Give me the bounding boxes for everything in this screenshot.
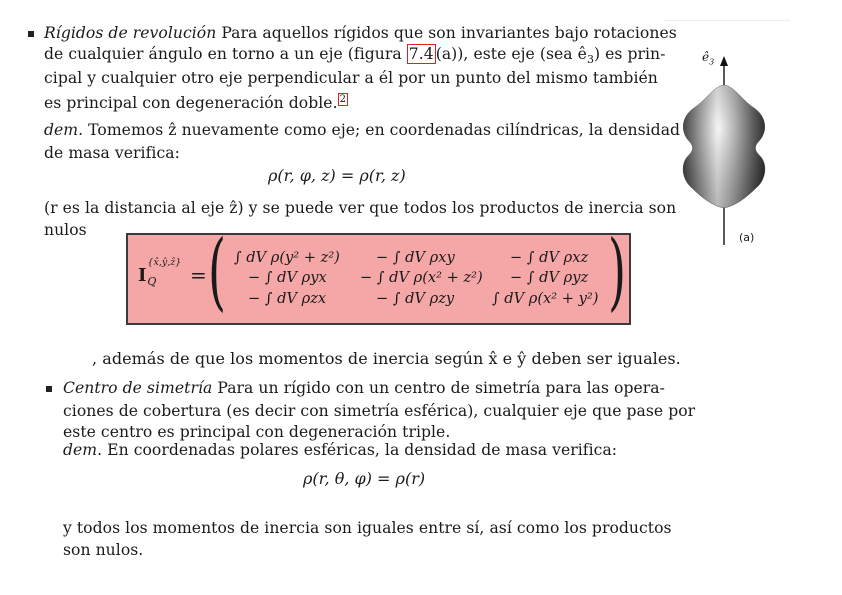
inertia-matrix-box: [126, 222, 631, 325]
item2-line3: este centro es principal con degeneración triple.: [63, 423, 451, 441]
item1-line3: cipal y cualquier otro eje perpendicular a él por un punto del mismo también: [44, 69, 658, 87]
item1-line4: es principal con degeneración doble. $^2$: [44, 94, 347, 113]
cylindrical-density-equation: ρ(r, φ, z) = ρ(r, z): [268, 166, 406, 185]
matrix-cell-zx: − ∫ dV ρzx: [248, 290, 327, 307]
matrix-left-paren: (: [208, 222, 227, 320]
dem1-line4: nulos: [44, 221, 87, 239]
item2-line1: Centro de simetría Para un rígido con un centro de simetría para las opera-: [63, 379, 665, 397]
after-matrix-text: , además de que los momentos de inercia según x̂ e ŷ deben ser iguales.: [92, 349, 681, 368]
item2-heading: Centro de simetría: [63, 379, 213, 397]
matrix-lhs: I {x̂,ŷ,ẑ} Q: [138, 257, 182, 288]
spherical-density-equation: ρ(r, θ, φ) = ρ(r): [303, 469, 426, 488]
axis-label: $ê_3$: [702, 50, 715, 67]
solid-shading: [683, 85, 765, 208]
matrix-cell-xy: − ∫ dV ρxy: [376, 249, 455, 266]
matrix-cell-zy: − ∫ dV ρzy: [376, 290, 455, 307]
dem2-line1: dem. En coordenadas polares esféricas, la densidad de masa verifica:: [63, 441, 618, 459]
item2-line2: ciones de cobertura (es decir con simetría esférica), cualquier eje que pase por: [63, 402, 696, 420]
matrix-right-paren: ): [608, 222, 627, 320]
matrix-cell-zz: ∫ dV ρ(x² + y²): [492, 290, 599, 307]
dem1-line1: dem. Tomemos ẑ nuevamente como eje; en coordenadas cilíndricas, la densidad: [44, 121, 681, 139]
bullet-marker: [28, 31, 34, 37]
dem2-line3: son nulos.: [63, 541, 144, 559]
matrix-cell-xx: ∫ dV ρ(y² + z²): [234, 249, 340, 266]
dem1-label: dem.: [44, 121, 84, 139]
matrix-equals: =: [190, 263, 207, 287]
axis-arrowhead: [720, 56, 728, 66]
item1-line2: de cualquier ángulo en torno a un eje (figura 7.4 (a)), este eje (sea $ê_3$) es prin-: [44, 45, 666, 67]
matrix-cell-yz: − ∫ dV ρyz: [510, 269, 589, 286]
dem2-label: dem.: [63, 441, 103, 459]
matrix-cell-yy: − ∫ dV ρ(x² + z²): [360, 269, 483, 286]
item1-heading: Rígidos de revolución: [44, 24, 217, 42]
dem2-line2: y todos los momentos de inercia son iguales entre sí, así como los productos: [63, 519, 672, 537]
figure-ref-link[interactable]: 7.4: [408, 45, 434, 63]
footnote-link[interactable]: 2: [339, 94, 347, 105]
item1-line1: Rígidos de revolución Para aquellos rígidos que son invariantes bajo rotaciones: [44, 24, 677, 42]
solid-of-revolution-illustration: [662, 20, 792, 250]
matrix-cell-xz: − ∫ dV ρxz: [510, 249, 589, 266]
figure-panel: [662, 20, 792, 250]
panel-label: (a): [739, 231, 755, 244]
bullet-marker: [46, 386, 52, 392]
dem1-line3: (r es la distancia al eje ẑ) y se puede ver que todos los productos de inercia son: [44, 199, 677, 217]
matrix-cell-yx: − ∫ dV ρyx: [248, 269, 327, 286]
dem1-line2: de masa verifica:: [44, 144, 180, 162]
